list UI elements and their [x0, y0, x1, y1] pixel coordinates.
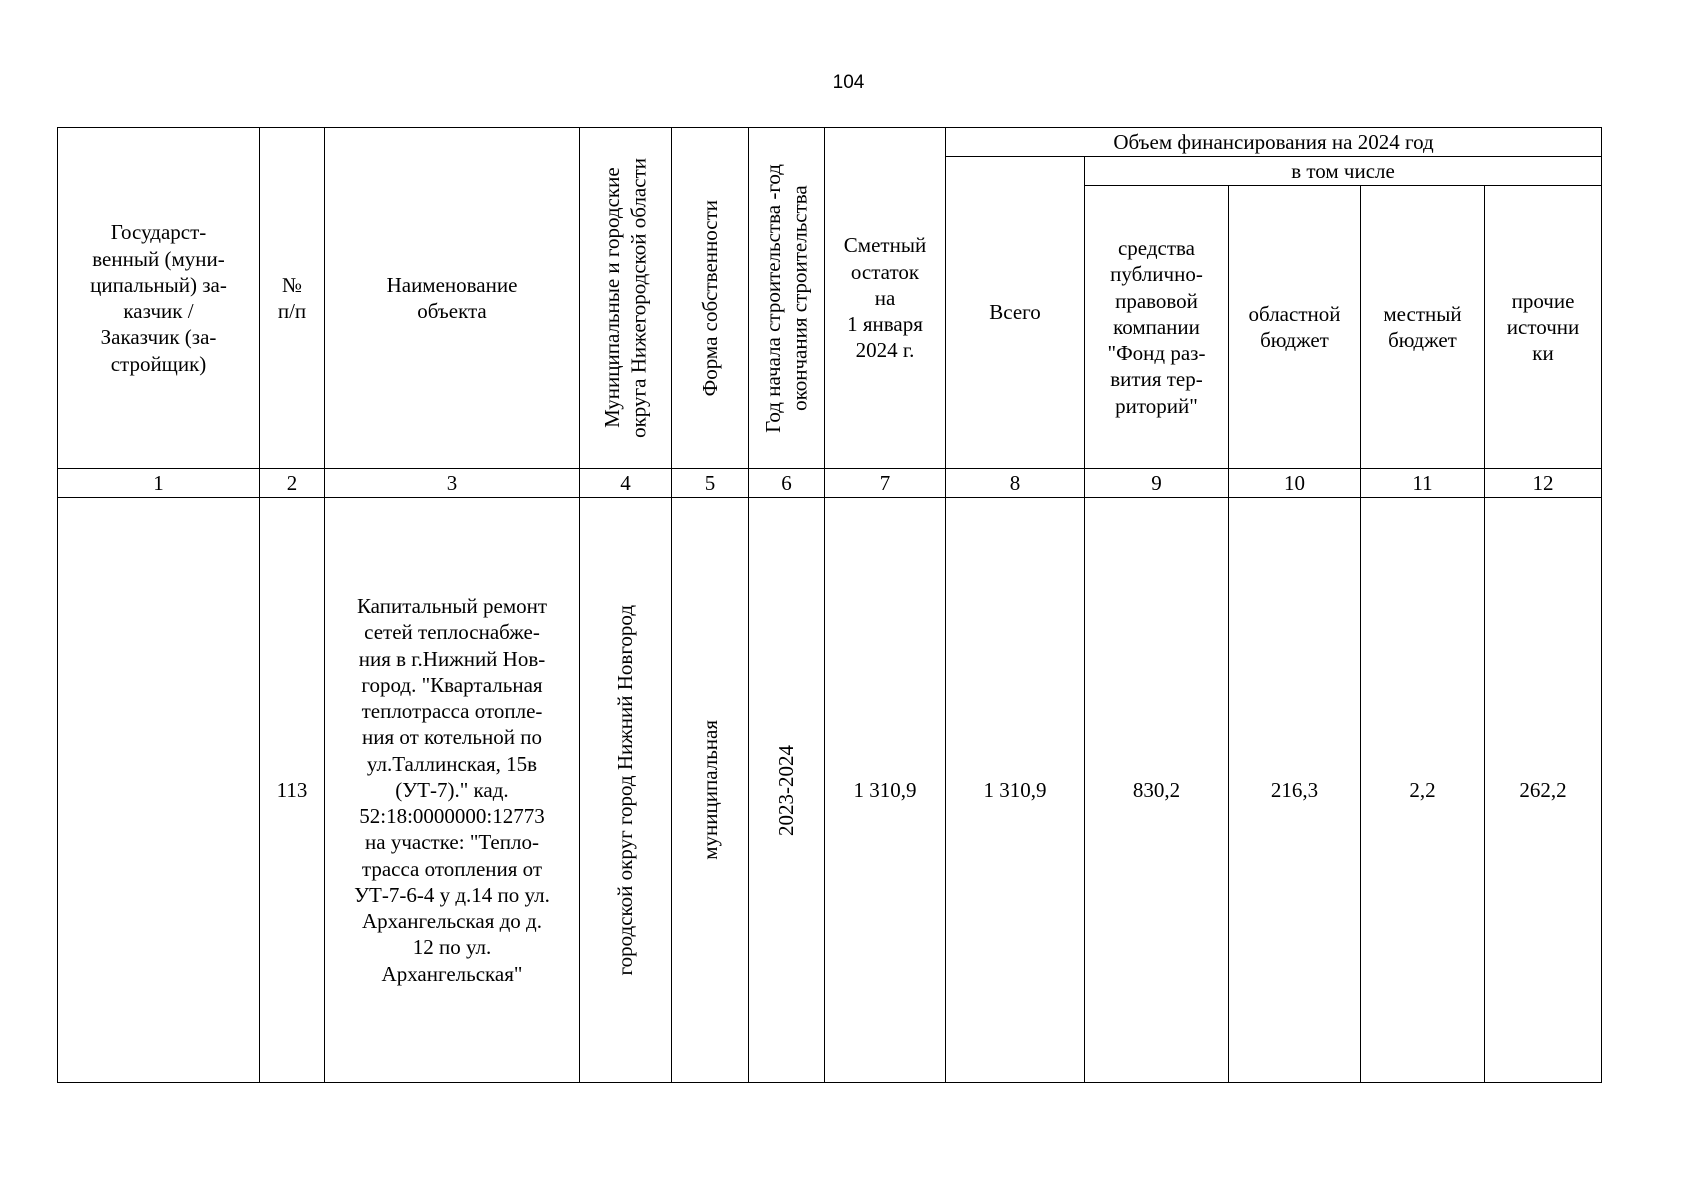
header-local-text: местный бюджет [1383, 301, 1462, 352]
row-years-text: 2023-2024 [774, 744, 799, 836]
row-fund: 830,2 [1085, 498, 1229, 1083]
row-municipality-text: городской округ город Нижний Новгород [613, 604, 638, 976]
row-object-name-text: Капитальный ремонт сетей теплоснабже- ния в г.Нижний Нов- город. "Квартальная теплотрасса отопле- ния от котельной по ул.Таллинская, 15в (УТ-7)." кад. 52:18:0000000:12773 на участке: "Тепло- трасса отопления от УТ-7-6-4 у д.14 по ул. Архангельская до д. 12 по ул. Архангельская" [354, 594, 550, 986]
header-estimate [825, 128, 946, 469]
header-ownership-text: Форма собственности [697, 199, 722, 397]
row-regional: 216,3 [1229, 498, 1361, 1083]
header-object-name-text: Наименование объекта [386, 272, 518, 323]
column-number-10: 10 [1229, 469, 1361, 498]
row-other: 262,2 [1485, 498, 1602, 1083]
header-estimate-text: Сметный остаток на 1 января 2024 г. [843, 233, 927, 363]
header-num-text: № п/п [277, 272, 307, 323]
page-number: 104 [832, 72, 865, 93]
column-number-12: 12 [1485, 469, 1602, 498]
header-customer [58, 128, 260, 469]
header-municipality-text: Муниципальные и городские округа Нижегородской области [600, 158, 651, 438]
header-ownership [672, 128, 749, 469]
table-row [58, 498, 1602, 1083]
investment-table [57, 127, 1602, 1083]
header-municipality [580, 128, 672, 469]
column-number-8: 8 [946, 469, 1085, 498]
header-fund [1085, 186, 1229, 469]
column-numbers-row [58, 469, 1602, 498]
header-years-text: Год начала строительства -год окончания строительства [761, 163, 812, 433]
row-total: 1 310,9 [946, 498, 1085, 1083]
column-number-11: 11 [1361, 469, 1485, 498]
header-other-text: прочие источни ки [1506, 288, 1580, 366]
header-regional [1229, 186, 1361, 469]
column-number-9: 9 [1085, 469, 1229, 498]
header-object-name [325, 128, 580, 469]
header-customer-text: Государст- венный (муни- ципальный) за- казчик / Заказчик (за- стройщик) [90, 220, 227, 376]
column-number-4: 4 [580, 469, 672, 498]
column-number-2: 2 [260, 469, 325, 498]
row-municipality [580, 498, 672, 1083]
row-ownership-text: муниципальная [697, 720, 722, 860]
header-including: в том числе [1085, 157, 1602, 186]
row-customer [58, 498, 260, 1083]
header-fund-text: средства публично- правовой компании "Фонд раз- вития тер- риторий" [1107, 236, 1206, 418]
header-years [749, 128, 825, 469]
row-num: 113 [260, 498, 325, 1083]
header-funding-group: Объем финансирования на 2024 год [946, 128, 1602, 157]
header-regional-text: областной бюджет [1248, 301, 1341, 352]
column-number-3: 3 [325, 469, 580, 498]
header-total: Всего [946, 157, 1085, 469]
column-number-5: 5 [672, 469, 749, 498]
row-local: 2,2 [1361, 498, 1485, 1083]
row-years [749, 498, 825, 1083]
row-object-name [325, 498, 580, 1083]
column-number-7: 7 [825, 469, 946, 498]
column-number-6: 6 [749, 469, 825, 498]
column-number-1: 1 [58, 469, 260, 498]
header-other [1485, 186, 1602, 469]
header-local [1361, 186, 1485, 469]
row-ownership [672, 498, 749, 1083]
row-estimate: 1 310,9 [825, 498, 946, 1083]
header-num [260, 128, 325, 469]
